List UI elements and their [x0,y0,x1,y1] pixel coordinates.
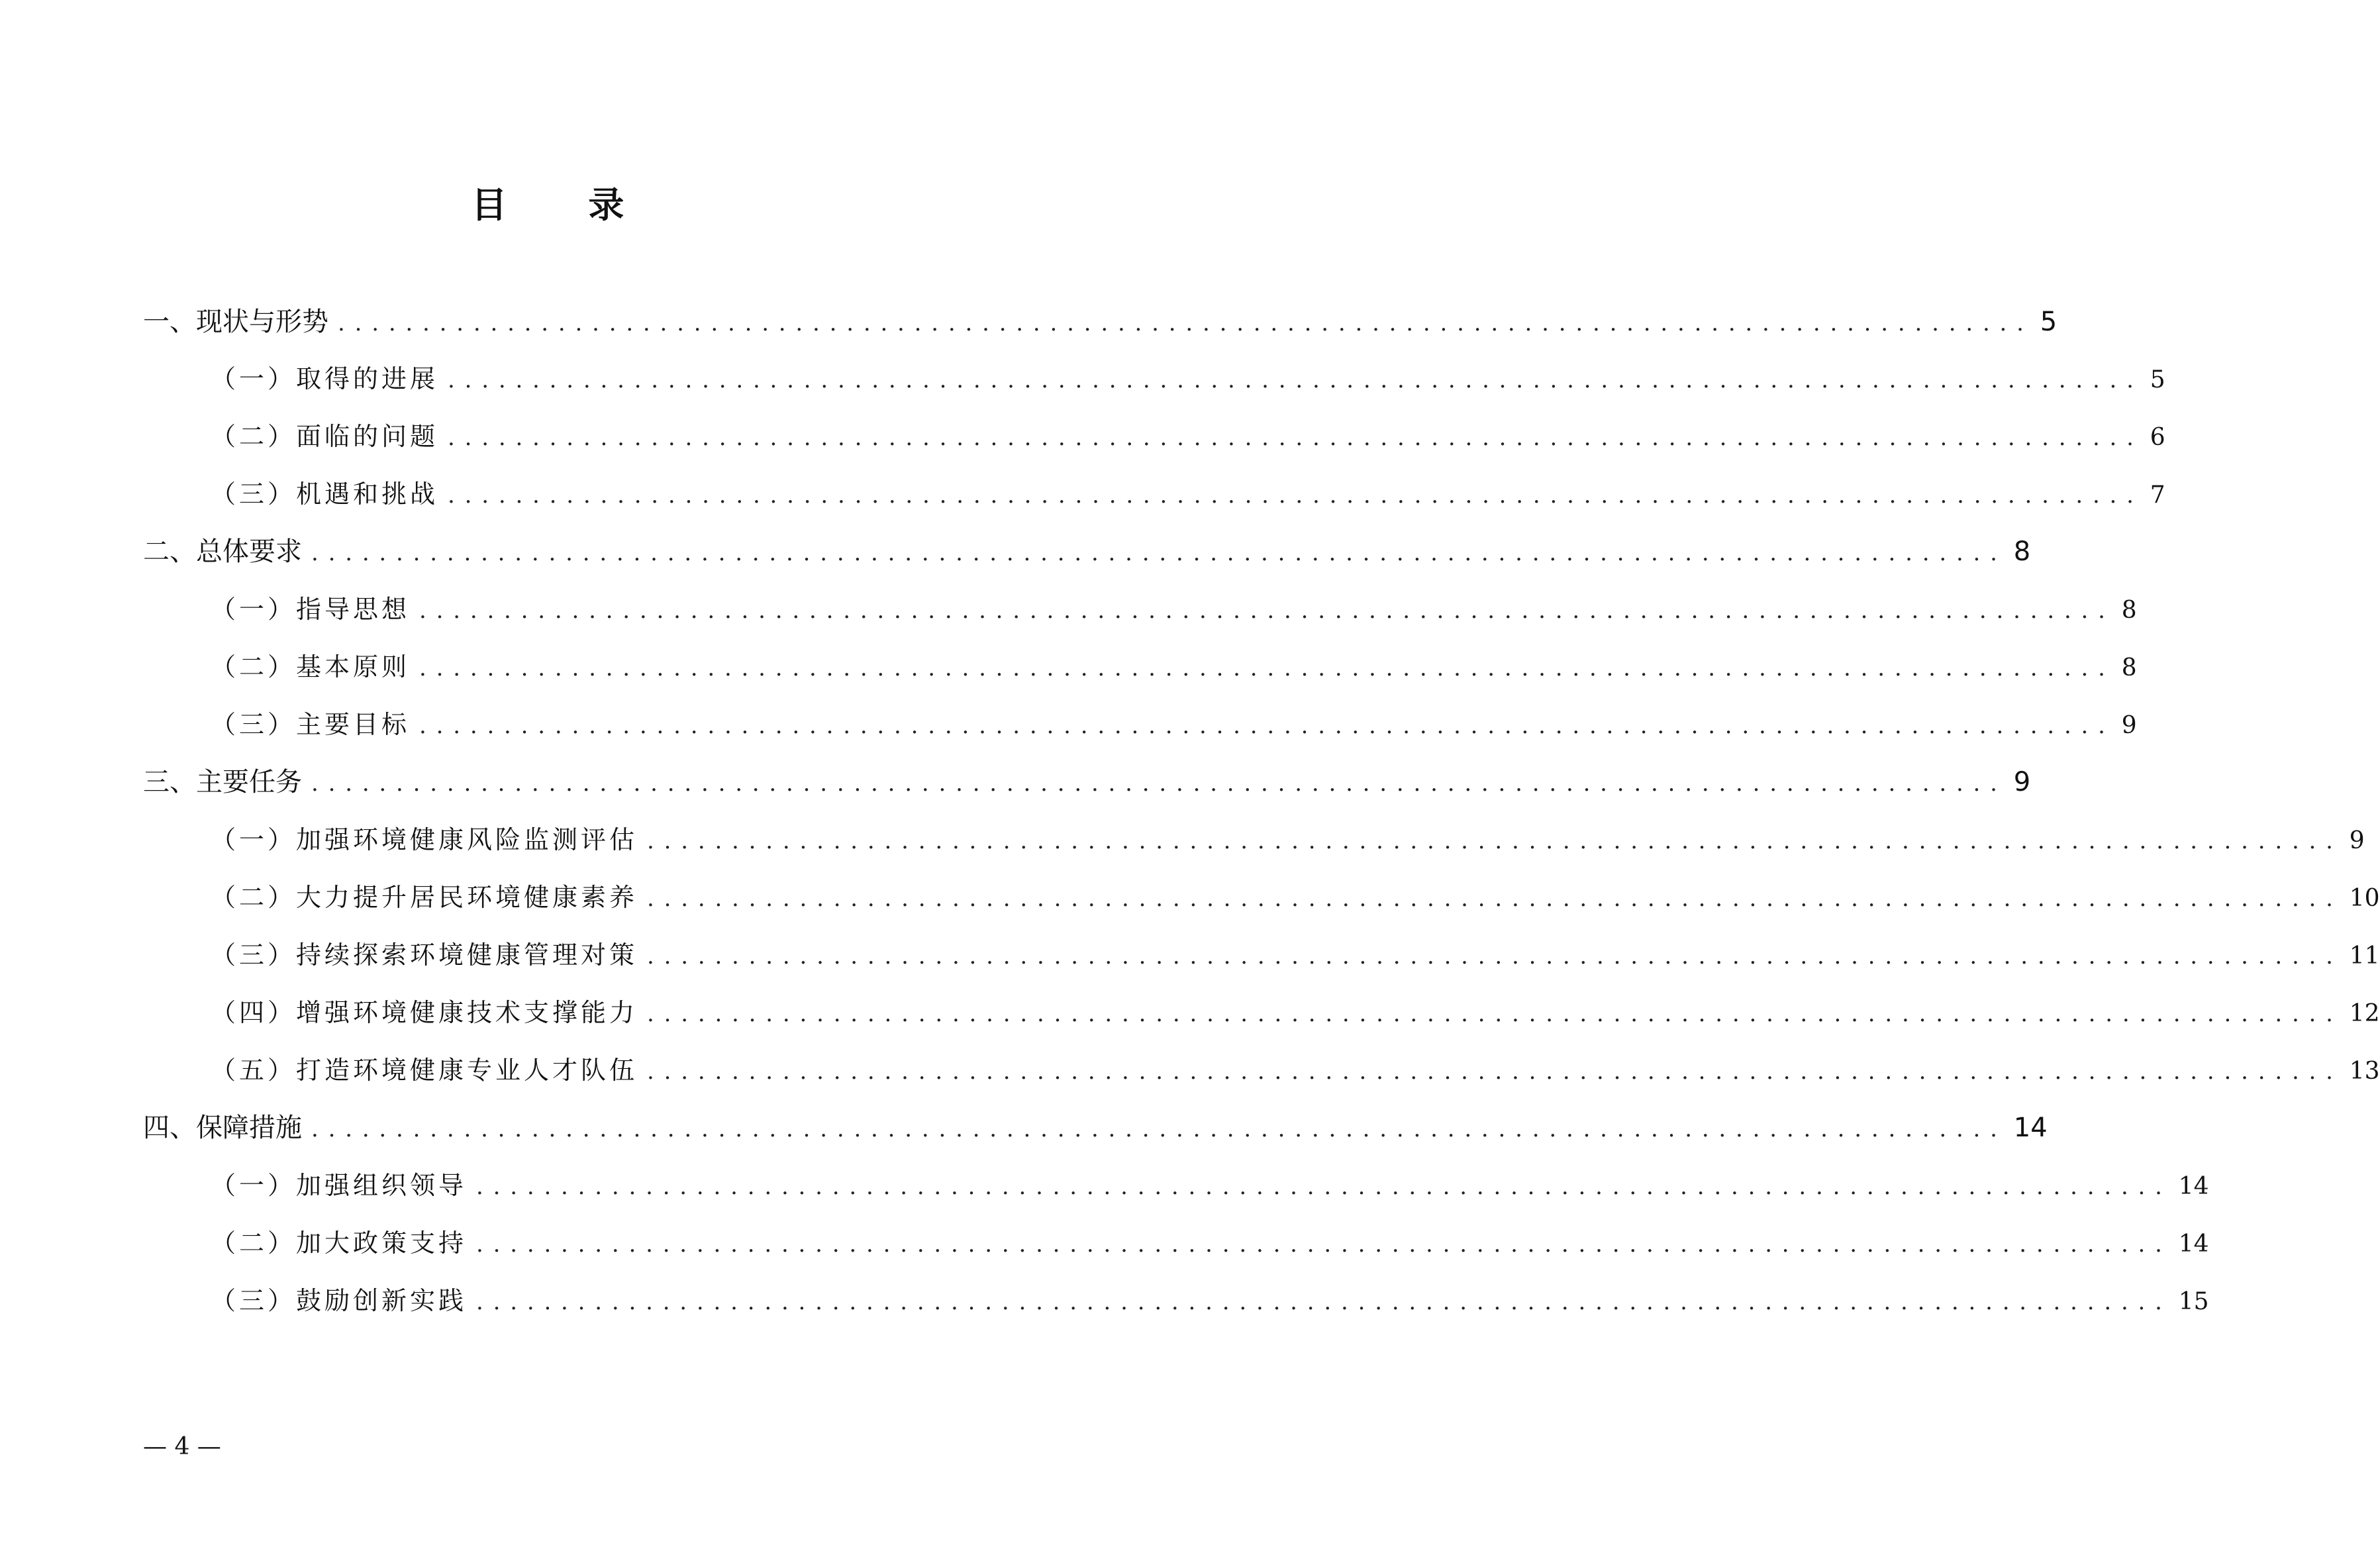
dot-leader: .................................................................................................... [476,1174,2172,1200]
dot-leader: .................................................................................................... [419,597,2115,624]
dot-leader: .................................................................................................... [419,655,2115,681]
toc-entry-section-1-3[interactable] [211,473,2165,515]
dot-leader: .................................................................................................... [647,943,2343,970]
toc-entry-page: 5 [2150,366,2165,393]
toc-entry-page: 8 [2121,597,2137,624]
dot-leader: .................................................................................................... [448,482,2144,509]
toc-entry-label: （三）持续探索环境健康管理对策 [211,940,638,970]
toc-entry-page: 6 [2150,424,2165,451]
toc-entry-section-3[interactable] [143,761,2031,803]
toc-entry-page: 15 [2178,1288,2209,1315]
toc-entry-label: （五）打造环境健康专业人才队伍 [211,1056,638,1085]
toc-entry-label: （二）面临的问题 [211,422,439,451]
toc-entry-section-3-1[interactable] [211,819,2365,861]
toc-entry-label: （四）增强环境健康技术支撑能力 [211,998,638,1027]
toc-entry-section-2-2[interactable] [211,646,2137,688]
toc-entry-section-3-2[interactable] [211,876,2380,919]
toc-entry-section-1-1[interactable] [211,358,2165,400]
toc-entry-page: 10 [2349,885,2380,912]
toc-entry-section-1-2[interactable] [211,415,2165,458]
toc-entry-label: （二）大力提升居民环境健康素养 [211,883,638,912]
toc-entry-page: 5 [2040,307,2058,337]
dot-leader: .................................................................................................... [647,828,2343,854]
toc-entry-label: 二、总体要求 [143,536,302,567]
toc-entry-page: 12 [2349,1000,2380,1027]
toc-entry-label: （一）加强环境健康风险监测评估 [211,825,638,854]
toc-entry-label: （一）指导思想 [211,595,411,624]
toc-entry-page: 11 [2349,942,2380,970]
toc-entry-label: （三）鼓励创新实践 [211,1286,468,1315]
dot-leader: .................................................................................................... [476,1289,2172,1315]
dot-leader: .................................................................................................... [647,885,2343,912]
toc-entry-section-4-1[interactable] [211,1164,2209,1207]
toc-entry-page: 14 [2178,1230,2209,1258]
toc-entry-section-3-4[interactable] [211,991,2380,1034]
page-title: 目 录 [471,184,659,226]
toc-entry-section-4-2[interactable] [211,1222,2209,1264]
toc-entry-section-4[interactable] [143,1107,2048,1149]
toc-entry-page: 14 [2013,1113,2048,1143]
dot-leader: .................................................................................................... [448,425,2144,451]
toc-entry-label: （三）机遇和挑战 [211,479,439,509]
toc-entry-section-3-3[interactable] [211,934,2380,976]
toc-entry-section-4-3[interactable] [211,1279,2209,1322]
dot-leader: .................................................................................................... [419,713,2115,739]
toc-entry-section-2-1[interactable] [211,588,2137,630]
toc-entry-label: （一）加强组织领导 [211,1171,468,1200]
toc-entry-label: （二）加大政策支持 [211,1228,468,1258]
toc-entry-page: 9 [2013,767,2031,797]
toc-entry-label: 四、保障措施 [143,1113,302,1143]
toc-entry-section-2-3[interactable] [211,703,2137,746]
toc-entry-label: （一）取得的进展 [211,364,439,393]
dot-leader: .................................................................................................... [311,1116,2007,1142]
toc-entry-page: 8 [2013,536,2031,567]
dot-leader: .................................................................................................... [647,1058,2343,1085]
toc-entry-label: （三）主要目标 [211,710,411,739]
toc-entry-page: 13 [2349,1058,2380,1085]
dot-leader: .................................................................................................... [647,1001,2343,1027]
dot-leader: .................................................................................................... [338,310,2034,336]
toc-entry-label: 三、主要任务 [143,767,302,797]
toc-entry-section-1[interactable] [143,301,2058,343]
toc-entry-section-2[interactable] [143,530,2031,573]
toc-entry-label: （二）基本原则 [211,652,411,681]
page-number: — 4 — [143,1433,221,1460]
toc-entry-page: 14 [2178,1173,2209,1200]
toc-entry-label: 一、现状与形势 [143,307,328,337]
toc-entry-page: 7 [2150,481,2165,509]
toc-entry-page: 8 [2121,654,2137,681]
toc-entry-page: 9 [2121,712,2137,739]
dot-leader: .................................................................................................... [311,540,2007,566]
toc-entry-section-3-5[interactable] [211,1049,2380,1091]
dot-leader: .................................................................................................... [311,770,2007,797]
toc-entry-page: 9 [2349,827,2365,854]
dot-leader: .................................................................................................... [448,367,2144,393]
dot-leader: .................................................................................................... [476,1231,2172,1258]
